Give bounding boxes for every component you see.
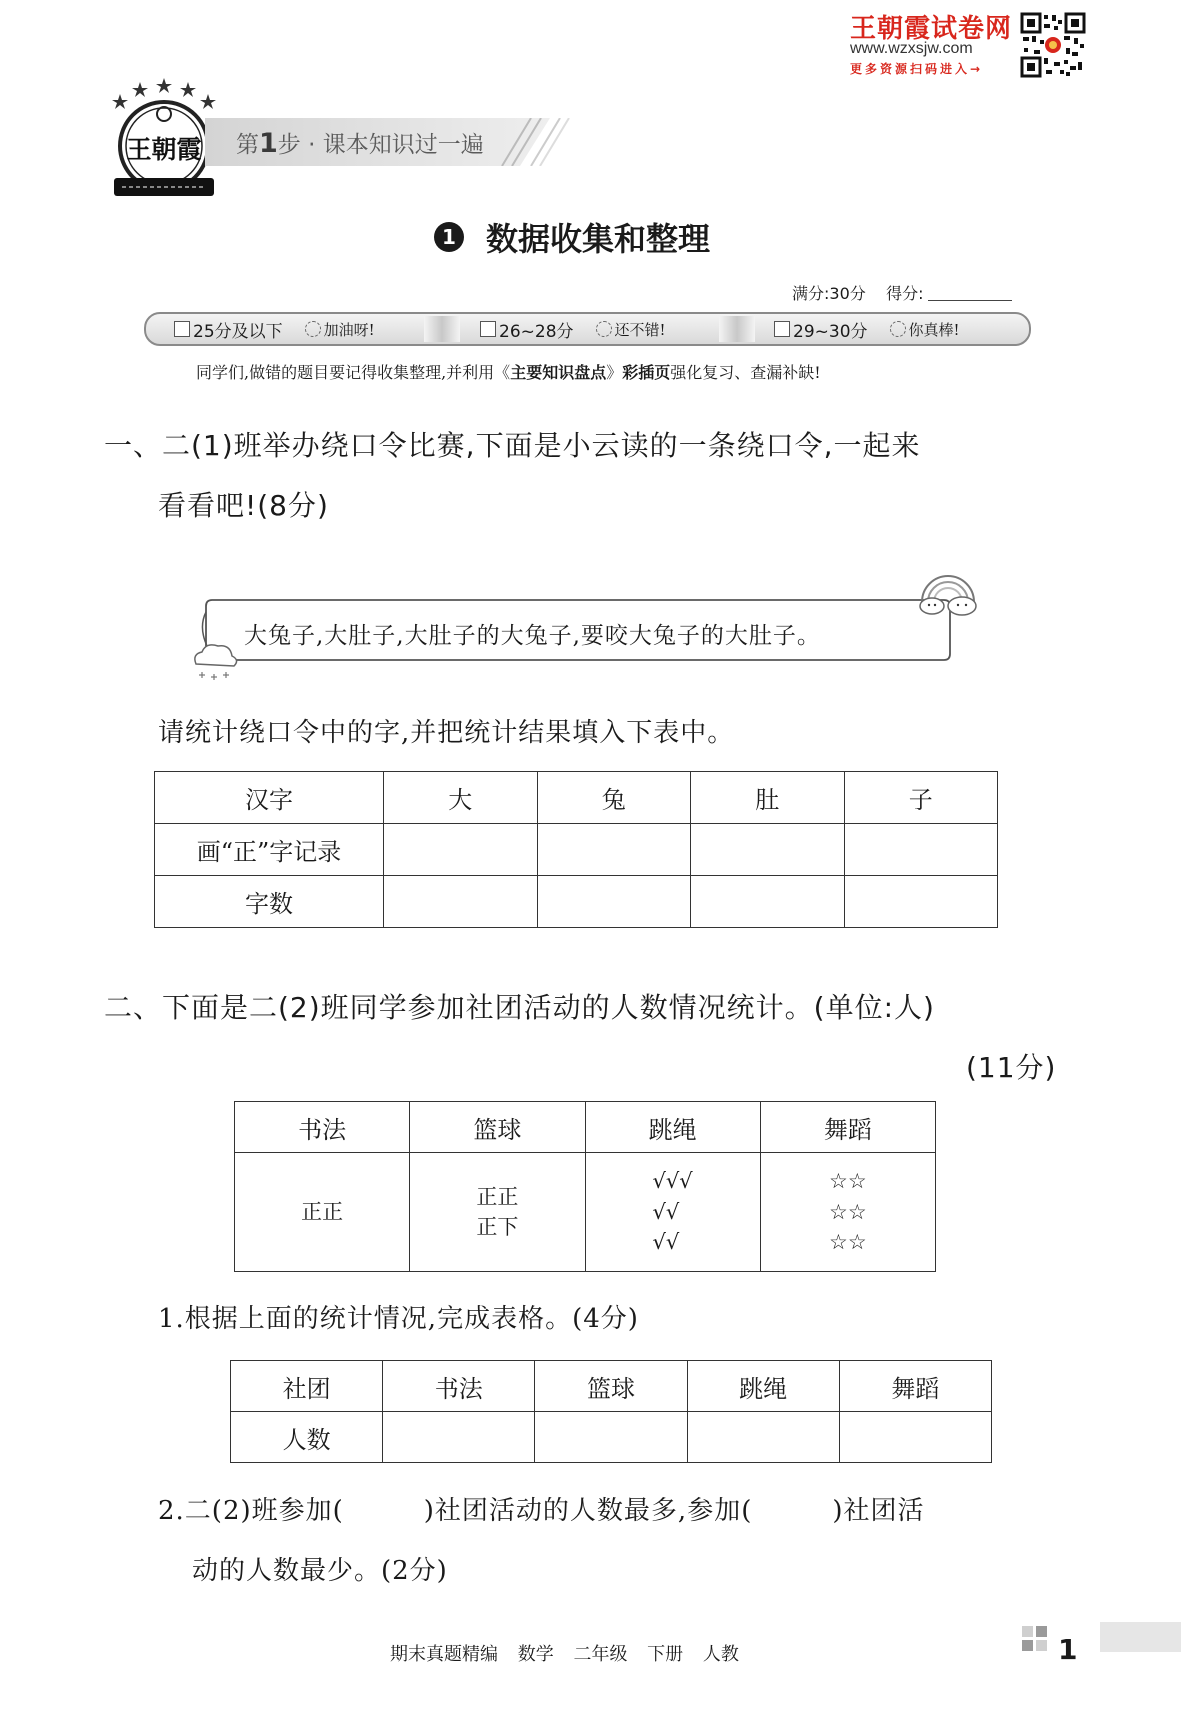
rain-cloud-icon bbox=[188, 640, 240, 686]
checkbox-icon[interactable] bbox=[774, 321, 790, 337]
full-score-label: 满分:30分 bbox=[792, 284, 866, 303]
rating-bar bbox=[144, 312, 1031, 346]
table-header-cell: 篮球 bbox=[410, 1102, 585, 1153]
rating-option-2 bbox=[480, 318, 666, 340]
tally-mark: 正下 bbox=[476, 1215, 519, 1239]
table-row bbox=[231, 1361, 992, 1412]
footer-text: 期末真题精编 数学 二年级 下册 人教 bbox=[390, 1644, 739, 1665]
answer-cell[interactable] bbox=[691, 876, 845, 928]
rainbow-cloud-icon bbox=[912, 568, 984, 618]
question-1-line-1: 一、二(1)班举办绕口令比赛,下面是小云读的一条绕口令,一起来 bbox=[104, 429, 921, 462]
check-mark: √√ bbox=[652, 1230, 680, 1255]
rating-divider bbox=[719, 316, 755, 342]
answer-cell[interactable] bbox=[687, 1412, 839, 1463]
answer-cell[interactable] bbox=[537, 824, 691, 876]
tongue-twister-text: 大兔子,大肚子,大肚子的大兔子,要咬大兔子的大肚子。 bbox=[244, 623, 821, 649]
star-mark: ☆☆ bbox=[829, 1230, 867, 1255]
rating-option-1 bbox=[174, 318, 375, 340]
rating-praise: 加油呀! bbox=[323, 320, 375, 339]
brand-name: 王朝霞试卷网 bbox=[850, 14, 1013, 44]
answer-cell[interactable] bbox=[691, 824, 845, 876]
rating-divider bbox=[424, 316, 460, 342]
table-header-cell: 汉字 bbox=[155, 772, 384, 824]
table-header-cell: 肚 bbox=[691, 772, 845, 824]
answer-cell[interactable] bbox=[535, 1412, 687, 1463]
notice-bold: 彩插页 bbox=[622, 363, 671, 382]
table-header-cell: 篮球 bbox=[535, 1361, 687, 1412]
table-header-cell: 兔 bbox=[537, 772, 691, 824]
tally-mark: 正正 bbox=[476, 1184, 519, 1209]
smiley-icon bbox=[596, 321, 612, 337]
star-mark: ☆☆ bbox=[829, 1169, 867, 1194]
table-header-cell: 社团 bbox=[231, 1361, 383, 1412]
check-mark: √√√ bbox=[652, 1169, 693, 1194]
table-row-label: 字数 bbox=[155, 876, 384, 928]
question-2-line-1: 二、下面是二(2)班同学参加社团活动的人数情况统计。(单位:人) bbox=[104, 991, 935, 1024]
smiley-icon bbox=[890, 321, 906, 337]
rating-range: 29~30分 bbox=[793, 321, 868, 342]
question-2-sub-1: 1.根据上面的统计情况,完成表格。(4分) bbox=[158, 1304, 639, 1334]
club-records-table bbox=[234, 1101, 936, 1272]
smiley-icon bbox=[305, 321, 321, 337]
tally-cell bbox=[235, 1153, 410, 1272]
question-1-instruction: 请统计绕口令中的字,并把统计结果填入下表中。 bbox=[158, 718, 735, 748]
table-header-cell: 书法 bbox=[235, 1102, 410, 1153]
answer-cell[interactable] bbox=[839, 1412, 991, 1463]
table-row-label: 画“正”字记录 bbox=[155, 824, 384, 876]
answer-cell[interactable] bbox=[844, 876, 998, 928]
star-mark: ☆☆ bbox=[829, 1199, 867, 1224]
table-header-cell: 跳绳 bbox=[585, 1102, 760, 1153]
notice-text bbox=[196, 360, 821, 383]
check-mark: √√ bbox=[652, 1199, 680, 1224]
notice-bold: 主要知识盘点 bbox=[510, 363, 607, 382]
step-number: 1 bbox=[259, 128, 278, 159]
checkbox-icon[interactable] bbox=[174, 321, 190, 337]
answer-cell[interactable] bbox=[384, 824, 538, 876]
rating-praise: 你真棒! bbox=[908, 320, 960, 339]
table-row bbox=[155, 772, 998, 824]
answer-cell[interactable] bbox=[384, 876, 538, 928]
check-cell bbox=[585, 1153, 760, 1272]
score-line bbox=[792, 281, 1012, 304]
tally-table bbox=[154, 771, 998, 928]
answer-cell[interactable] bbox=[537, 876, 691, 928]
question-1-line-2: 看看吧!(8分) bbox=[158, 489, 329, 522]
page-corner-bar bbox=[1100, 1622, 1181, 1652]
table-row bbox=[231, 1412, 992, 1463]
table-row bbox=[235, 1153, 936, 1272]
question-2-sub-2-line-1 bbox=[158, 1490, 925, 1527]
got-score-label: 得分: bbox=[886, 284, 924, 303]
notice-part: 强化复习、查漏补缺! bbox=[670, 363, 821, 382]
club-count-table bbox=[230, 1360, 992, 1463]
brand-url[interactable]: www.wzxsjw.com bbox=[850, 40, 973, 57]
table-row bbox=[155, 876, 998, 928]
logo-text: 王朝霞 bbox=[126, 135, 202, 164]
brand-more-text: 更多资源扫码进入→ bbox=[850, 62, 984, 76]
sub2-text: )社团活 bbox=[832, 1496, 925, 1526]
section-number: 1 bbox=[434, 222, 464, 252]
table-row-label: 人数 bbox=[231, 1412, 383, 1463]
answer-cell[interactable] bbox=[383, 1412, 535, 1463]
question-2-line-2: (11分) bbox=[966, 1051, 1057, 1084]
qr-code-icon[interactable] bbox=[1020, 12, 1086, 78]
rating-option-3 bbox=[774, 318, 960, 340]
table-header-cell: 舞蹈 bbox=[760, 1102, 935, 1153]
rating-praise: 还不错! bbox=[614, 320, 666, 339]
checkbox-icon[interactable] bbox=[480, 321, 496, 337]
star-cell bbox=[760, 1153, 935, 1272]
answer-cell[interactable] bbox=[844, 824, 998, 876]
step-suffix: 步 · 课本知识过一遍 bbox=[277, 132, 484, 158]
table-header-cell: 跳绳 bbox=[687, 1361, 839, 1412]
step-prefix: 第 bbox=[236, 132, 259, 158]
notice-part: 》 bbox=[606, 363, 623, 382]
step-banner bbox=[236, 126, 484, 159]
rating-range: 26~28分 bbox=[499, 321, 574, 342]
table-row bbox=[235, 1102, 936, 1153]
page-number: 1 bbox=[1058, 1633, 1078, 1666]
page-corner-decoration bbox=[1022, 1626, 1048, 1652]
table-row bbox=[155, 824, 998, 876]
sub2-text: 2.二(2)班参加( bbox=[158, 1496, 344, 1526]
sub2-text: )社团活动的人数最多,参加( bbox=[423, 1496, 753, 1526]
rating-range: 25分及以下 bbox=[193, 321, 283, 342]
notice-part: 同学们,做错的题目要记得收集整理,并利用《 bbox=[196, 363, 511, 382]
question-2-sub-2-line-2: 动的人数最少。(2分) bbox=[192, 1556, 448, 1586]
page-title: 数据收集和整理 bbox=[486, 220, 711, 258]
table-header-cell: 大 bbox=[384, 772, 538, 824]
table-header-cell: 书法 bbox=[383, 1361, 535, 1412]
table-header-cell: 子 bbox=[844, 772, 998, 824]
tally-mark: 正正 bbox=[301, 1199, 344, 1224]
table-header-cell: 舞蹈 bbox=[839, 1361, 991, 1412]
score-blank[interactable] bbox=[928, 300, 1012, 301]
tally-cell bbox=[410, 1153, 585, 1272]
